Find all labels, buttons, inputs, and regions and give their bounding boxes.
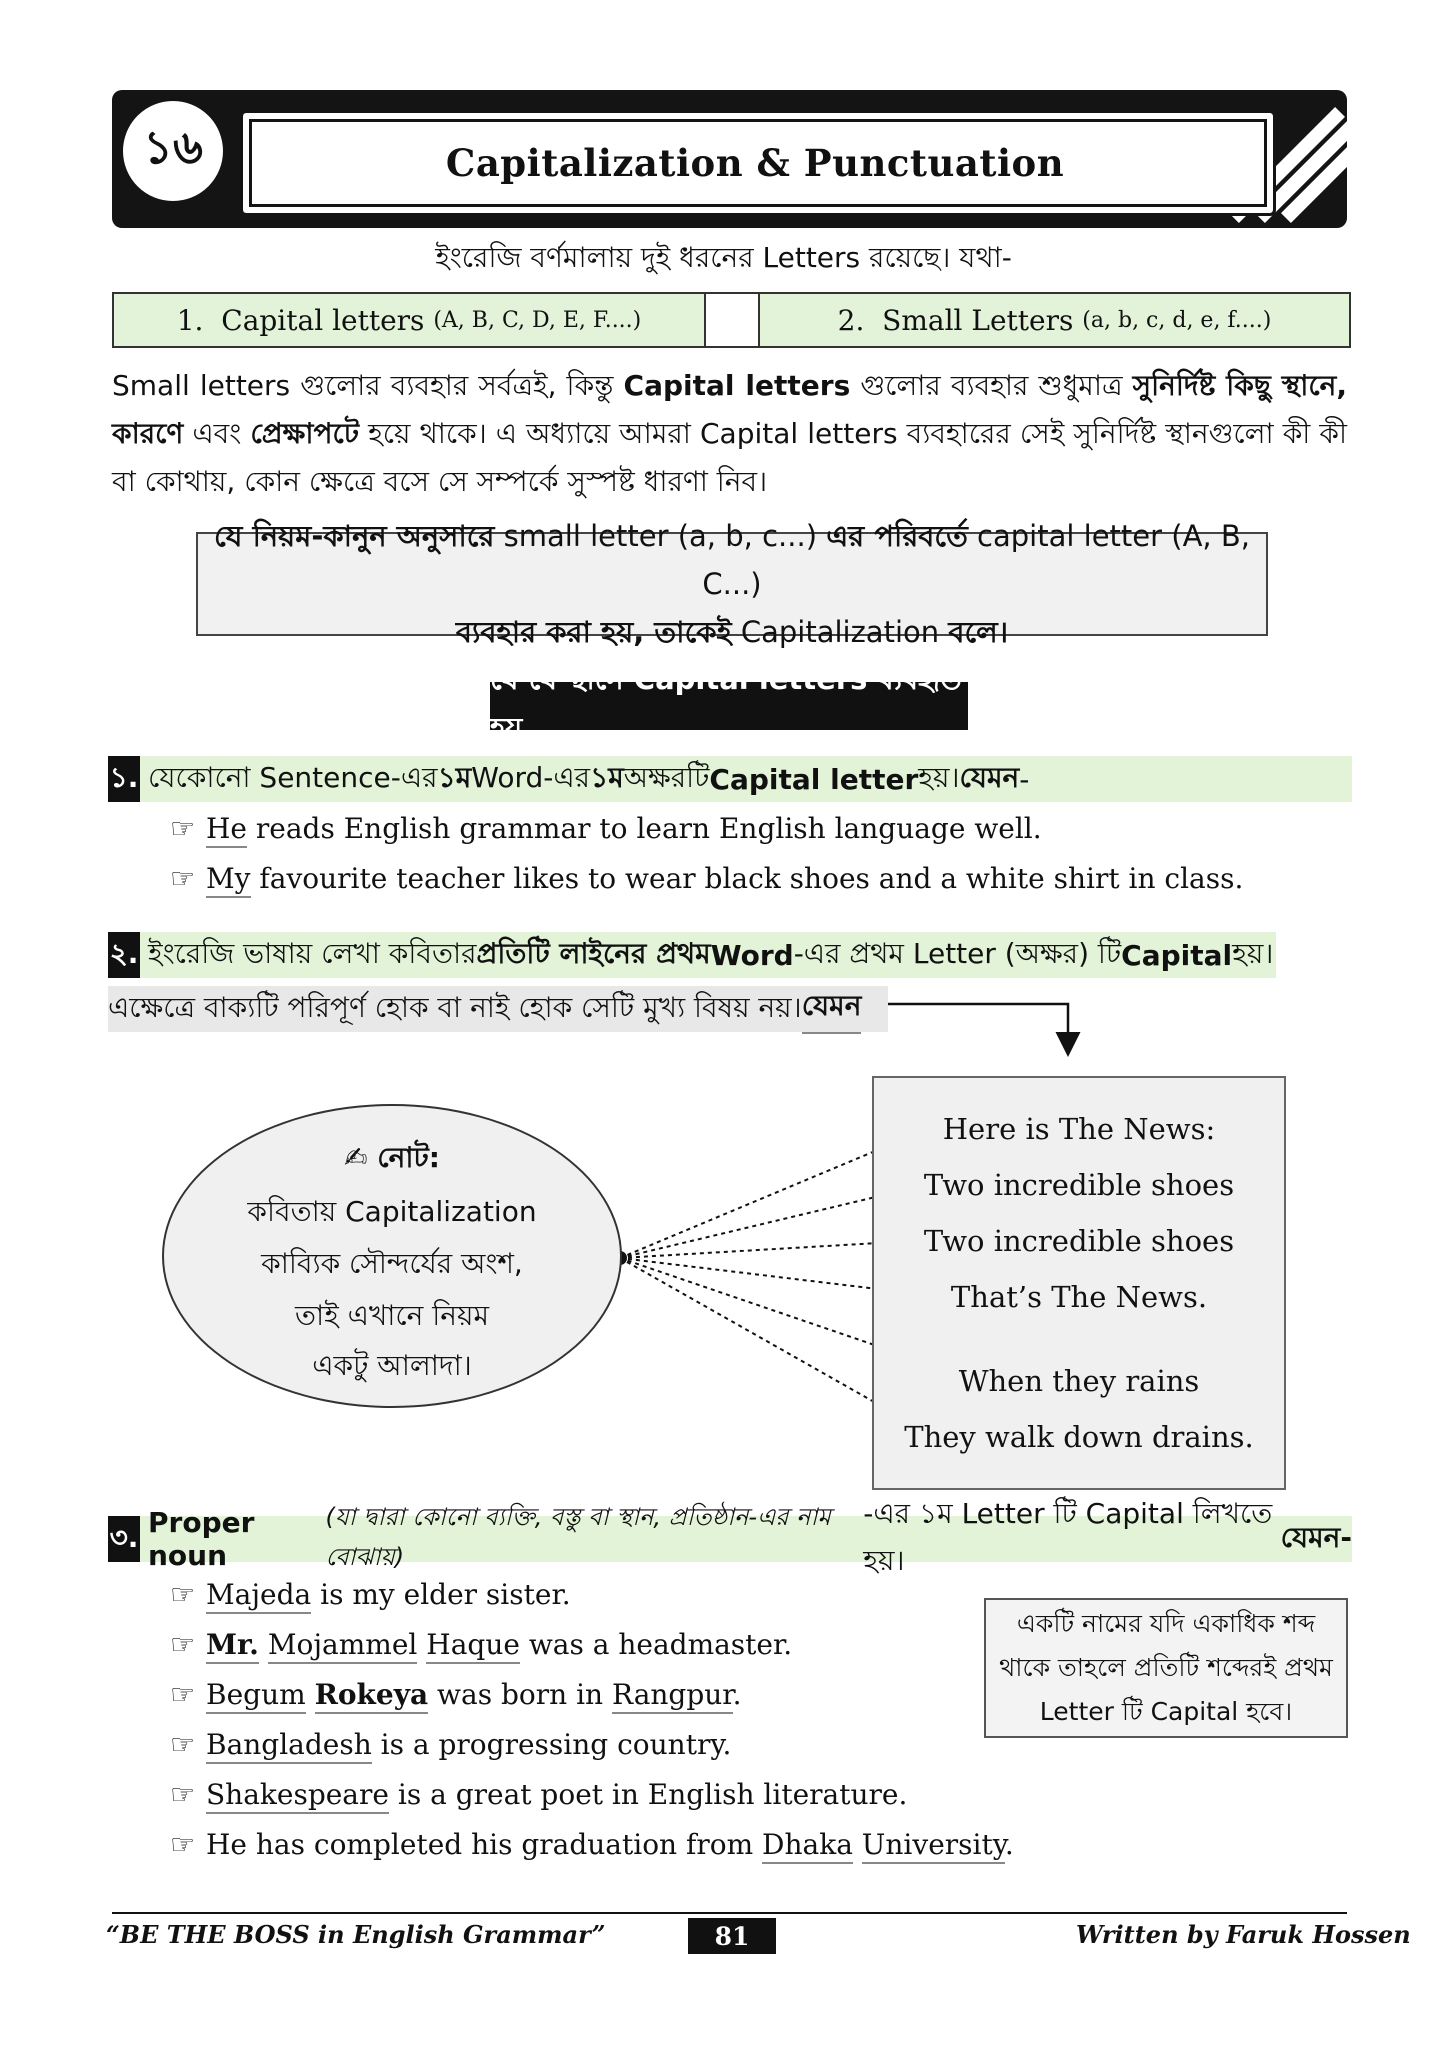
proper-noun: Mojammel [268,1628,418,1664]
capitalized-word: He [206,812,247,848]
pointing-hand-icon: ☞ [170,1578,196,1611]
proper-noun: Shakespeare [206,1778,389,1814]
example-line [170,1628,792,1661]
text-run: He [206,1828,247,1861]
footer-divider [112,1912,1347,1914]
rule-3 [108,1497,1353,1577]
text-run: Word-এর [471,760,591,794]
text-run: -এর প্রথম Letter (অক্ষর) টি [793,936,1122,970]
text-run: গুলোর ব্যবহার সর্বত্রই, কিন্তু [290,369,624,402]
example-line [170,1828,1014,1861]
text-run [259,1628,268,1661]
example-line [170,1778,907,1811]
proper-noun: University [862,1828,1005,1864]
text-run: small letter (a, b, c...) [494,519,827,553]
text-run: capital letter (A, B, C...) [702,519,1250,601]
text-run: প্রেক্ষাপটে [250,417,359,450]
pointing-hand-icon: ☞ [170,812,196,845]
text-run: সুনির্দিষ্ট কিছু স্থানে, কারণে [112,369,1348,450]
note-line: কাব্যিক সৌন্দর্যের অংশ, [261,1247,523,1280]
text-run: হয়ে থাকে। এ অধ্যায়ে আমরা [358,417,700,450]
note-line: কবিতায় Capitalization [247,1195,537,1228]
text-run: এবং [183,417,251,450]
pointing-hand-icon: ☞ [170,1778,196,1811]
proper-noun: Mr. [206,1628,259,1664]
text-run: (যা দ্বারা কোনো ব্যক্তি, বস্তু বা স্থান, প্রতিষ্ঠান-এর নাম বোঝায়) [325,1503,831,1571]
text-run: হয়। [1232,936,1274,970]
text-run: হয়। [918,760,960,794]
item-number: 2. [837,303,865,337]
example-line [170,1578,571,1611]
text-run [853,1828,862,1861]
poem-line: Here is The News: [942,1112,1216,1146]
capitalized-word: My [206,862,251,898]
proper-noun: Rokeya [315,1678,429,1714]
chapter-number-badge: ১৬ [118,96,228,206]
text-run [417,1628,426,1661]
text-run: এক্ষেত্রে বাক্যটি পরিপূর্ণ হোক বা নাই হোক সেটি মুখ্য বিষয় নয়। [108,990,802,1024]
text-run: বলে। [948,615,1009,649]
page-title: Capitalization & Punctuation [445,141,1065,185]
text-run: অক্ষরটি [623,760,710,794]
text-run: যেকোনো Sentence-এর [148,760,438,794]
footer-author: Written by Faruk Hossen [1076,1920,1411,1949]
text-run: Proper noun [148,1506,255,1572]
note-title: ✍ নোট: [344,1141,440,1174]
side-note-line: Letter টি Capital হবে। [1039,1697,1293,1726]
item-examples: (A, B, C, D, E, F....) [433,307,642,333]
poem-line: When they rains [958,1364,1200,1398]
poem-line: That’s The News. [950,1280,1208,1314]
text-run: Capital letters [623,369,851,402]
text-run: is a progressing country. [371,1728,732,1761]
example-line [170,1678,742,1711]
dotted-arrow [620,1258,906,1420]
pointer-arrow [888,1004,1068,1052]
side-note-line: একটি নামের যদি একাধিক শব্দ [1016,1609,1316,1638]
item-number: 1. [176,303,204,337]
item-label: Capital letters [221,303,425,337]
footer-book-title: “BE THE BOSS in English Grammar” [106,1920,606,1949]
text-run: has completed his graduation from [247,1828,763,1861]
note-ellipse [162,1104,622,1408]
poem-line: They walk down drains. [904,1420,1254,1454]
text-run: Small letters [112,369,291,402]
text-run: যেমন- [1280,1520,1353,1554]
note-line: তাই এখানে নিয়ম [294,1299,490,1332]
text-run: - [1019,762,1030,796]
text-run: -এর ১ম Letter টি Capital লিখতে হয়। [863,1497,1273,1577]
text-run: যে নিয়ম-কানুন অনুসারে [214,519,495,553]
rule-number: ৩. [108,1516,140,1562]
pointing-hand-icon: ☞ [170,1628,196,1661]
text-run: is a great poet in English literature. [388,1778,908,1811]
proper-noun: Begum [206,1678,306,1714]
text-run: was a headmaster. [519,1628,793,1661]
proper-noun: Bangladesh [206,1728,372,1764]
text-run: reads English grammar to learn English language well. [247,812,1042,845]
pointing-hand-icon: ☞ [170,1728,196,1761]
item-examples: (a, b, c, d, e, f....) [1082,307,1272,333]
proper-noun: Majeda [206,1578,311,1614]
proper-noun: Dhaka [762,1828,853,1864]
text-run: Word [710,938,794,972]
rule-number: ২. [108,932,140,978]
proper-noun: Rangpur [612,1678,733,1714]
text-run: এর পরিবর্তে [826,519,968,553]
poem-box [872,1076,1286,1490]
text-run: ব্যবহারের সেই সুনির্দিষ্ট স্থানগুলো কী কী বা কোথায়, কোন ক্ষেত্রে বসে সে সম্পর্কে সুস্পষ্ট ধারণা নিব। [112,417,1348,498]
text-run: was born in [428,1678,612,1711]
text-run: গুলোর ব্যবহার শুধুমাত্র [850,369,1133,402]
text-run: ইংরেজি ভাষায় লেখা কবিতার [148,936,477,970]
rule-number: ১. [108,756,140,802]
poem-line: Two incredible shoes [923,1224,1235,1258]
text-run: Capitalization [731,615,949,649]
poem-line: Two incredible shoes [923,1168,1235,1202]
text-run: যেমন [802,984,862,1034]
example-line [170,1728,731,1761]
side-note-box [984,1598,1348,1738]
note-line: একটু আলাদা। [312,1349,472,1382]
text-run: প্রতিটি লাইনের প্রথম [476,936,711,970]
text-run: favourite teacher likes to wear black shoes and a white shirt in class. [250,862,1244,895]
item-label: Small Letters [882,303,1074,337]
pointing-hand-icon: ☞ [170,1828,196,1861]
text-run: যেমন [959,760,1020,794]
text-run: . [732,1678,742,1711]
text-run: ব্যবহার করা হয়, তাকেই [455,615,732,649]
page-number: 81 [688,1918,776,1954]
side-note-line: থাকে তাহলে প্রতিটি শব্দেরই প্রথম [999,1653,1333,1682]
text-run: Capital letters [700,417,898,450]
section-heading: যে যে স্থানে Capital letters ব্যবহৃত হয় [490,682,968,730]
text-run: Capital [1121,938,1233,972]
pointing-hand-icon: ☞ [170,1678,196,1711]
proper-noun: Haque [426,1628,520,1664]
pointing-hand-icon: ☞ [170,862,196,895]
intro-text: ইংরেজি বর্ণমালায় দুই ধরনের Letters রয়েছে। যথা- [435,241,1012,274]
text-run: ১ম [437,760,472,794]
text-run: is my elder sister. [311,1578,571,1611]
text-run: Capital letter [709,762,919,796]
text-run: . [1004,1828,1014,1861]
text-run: ১ম [590,760,624,794]
text-run [306,1678,315,1711]
